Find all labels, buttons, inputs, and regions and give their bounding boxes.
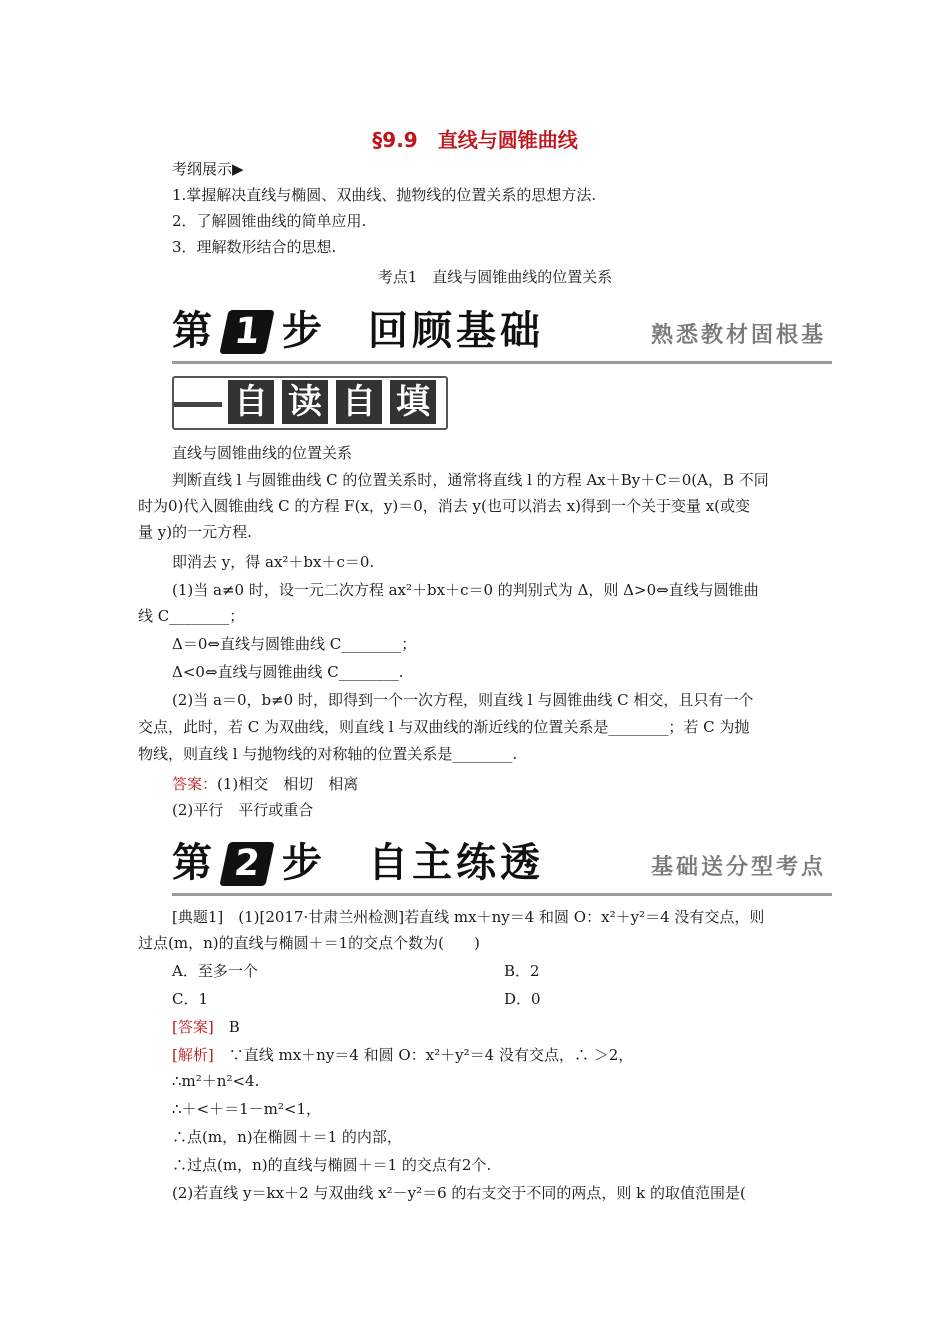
step1-title: 回顾基础 <box>368 308 544 354</box>
answer-label: 答案： <box>172 775 218 793</box>
analysis-line-1 <box>172 1042 633 1068</box>
example-answer-value: B <box>228 1018 240 1036</box>
paragraph-line: 交点，此时，若 C 为双曲线，则直线 l 与双曲线的渐近线的位置关系是________；若 C 为抛 <box>138 718 750 736</box>
self-reading-dash <box>174 402 222 407</box>
example-answer <box>172 1014 240 1040</box>
step2-number-badge <box>219 842 274 886</box>
step1-rule <box>172 361 832 364</box>
self-reading-char-2: 读 <box>282 380 328 424</box>
step2-banner <box>172 838 832 900</box>
step2-post: 步 <box>282 840 322 886</box>
paragraph-line: Δ<0⇔直线与圆锥曲线 C________. <box>172 663 404 681</box>
paragraph-line: 即消去 y，得 ax²＋bx＋c＝0. <box>172 553 375 571</box>
step2-number: 2 <box>232 843 262 884</box>
page-title: §9.9 直线与圆锥曲线 <box>372 128 578 152</box>
analysis-line: (2)若直线 y＝kx＋2 与双曲线 x²－y²＝6 的右支交于不同的两点，则 k 的取值范围是( <box>172 1184 746 1202</box>
option-a: A．至多一个 <box>172 962 258 980</box>
step1-subtitle: 熟悉教材固根基 <box>650 323 826 348</box>
paragraph-line: Δ＝0⇔直线与圆锥曲线 C________； <box>172 635 417 653</box>
option-b: B．2 <box>504 962 540 980</box>
section-heading: 直线与圆锥曲线的位置关系 <box>172 444 353 462</box>
topic-heading: 考点1 直线与圆锥曲线的位置关系 <box>377 268 613 286</box>
paragraph-line: 量 y)的一元方程. <box>138 523 252 541</box>
step1-banner <box>172 306 832 368</box>
step1-number: 1 <box>232 311 262 352</box>
paragraph-line: 线 C________； <box>138 607 245 625</box>
self-reading-char-1: 自 <box>228 380 274 424</box>
analysis-line: ∴＋<＋＝1－m²<1， <box>172 1100 322 1118</box>
answer-text: (1)相交 相切 相离 <box>217 775 359 793</box>
syllabus-item-2: 2．了解圆锥曲线的简单应用. <box>172 212 367 230</box>
paragraph-line: (2)当 a＝0，b≠0 时，即得到一个一次方程，则直线 l 与圆锥曲线 C 相交，且只有一个 <box>172 691 754 709</box>
example-answer-label: [答案] <box>172 1018 214 1036</box>
step2-subtitle: 基础送分型考点 <box>650 855 826 880</box>
step1-pre: 第 <box>172 308 212 354</box>
step2-title: 自主练透 <box>368 840 544 886</box>
option-c: C．1 <box>172 990 209 1008</box>
syllabus-item-1: 1.掌握解决直线与椭圆、双曲线、抛物线的位置关系的思想方法. <box>172 186 597 204</box>
step2-pre: 第 <box>172 840 212 886</box>
analysis-line: ∴点(m，n)在椭圆＋＝1 的内部， <box>172 1128 402 1146</box>
step1-post: 步 <box>282 308 322 354</box>
paragraph-line: 时为0)代入圆锥曲线 C 的方程 F(x，y)＝0，消去 y(也可以消去 x)得到一个关于变量 x(或变 <box>138 497 751 515</box>
syllabus-item-3: 3．理解数形结合的思想. <box>172 238 337 256</box>
analysis-text: ∵直线 mx＋ny＝4 和圆 O：x²＋y²＝4 没有交点，∴ ＞2， <box>228 1046 634 1064</box>
self-reading-char-3: 自 <box>336 380 382 424</box>
step2-rule <box>172 893 832 896</box>
answer-line-2: (2)平行 平行或重合 <box>172 801 314 819</box>
step1-number-badge <box>219 310 274 354</box>
analysis-line: ∴过点(m，n)的直线与椭圆＋＝1 的交点有2个. <box>172 1156 492 1174</box>
paragraph-line: 物线，则直线 l 与抛物线的对称轴的位置关系是________. <box>138 745 518 763</box>
analysis-label: [解析] <box>172 1046 214 1064</box>
paragraph-line: 判断直线 l 与圆锥曲线 C 的位置关系时，通常将直线 l 的方程 Ax＋By＋C＝0(A，B 不同 <box>172 471 769 489</box>
option-d: D．0 <box>504 990 541 1008</box>
example-line: [典题1] (1)[2017·甘肃兰州检测]若直线 mx＋ny＝4 和圆 O：x²＋y²＝4 没有交点，则 <box>172 908 765 926</box>
syllabus-heading: 考纲展示▶ <box>172 160 244 178</box>
example-line: 过点(m，n)的直线与椭圆＋＝1的交点个数为( ) <box>138 934 480 952</box>
answer-line-1 <box>172 771 358 797</box>
analysis-line: ∴m²＋n²<4. <box>172 1072 260 1090</box>
paragraph-line: (1)当 a≠0 时，设一元二次方程 ax²＋bx＋c＝0 的判别式为 Δ，则 Δ>0⇔直线与圆锥曲 <box>172 581 759 599</box>
self-reading-char-4: 填 <box>390 380 436 424</box>
